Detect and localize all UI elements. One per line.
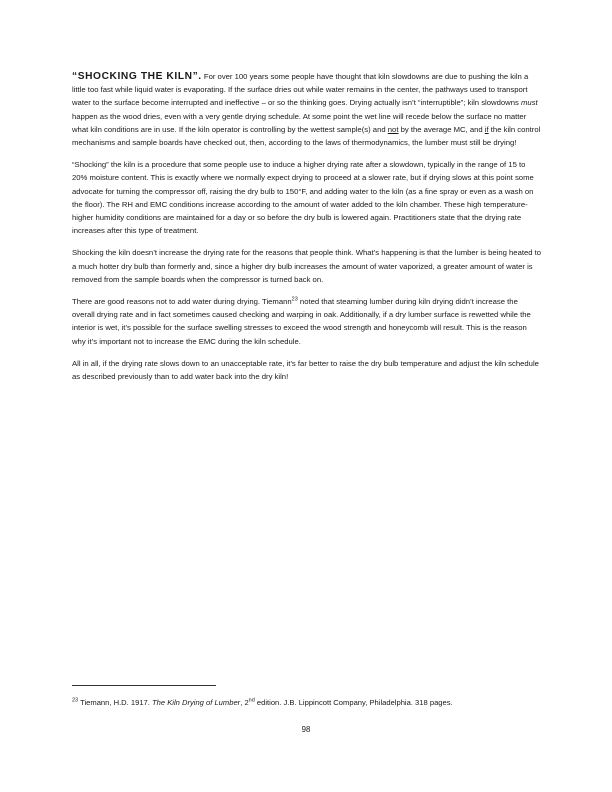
paragraph-1 — [72, 70, 542, 149]
footnote — [72, 697, 542, 709]
page-body — [72, 70, 542, 392]
paragraph-4 — [72, 295, 542, 348]
footnote-text-a: Tiemann, H.D. 1917. — [78, 698, 152, 707]
footnote-text-c: edition. J.B. Lippincott Company, Philadelphia. 318 pages. — [254, 698, 453, 707]
p1-underline-not: not — [387, 124, 399, 134]
p4-text-b: noted that steaming lumber during kiln drying didn’t increase the overall drying rate and in fact sometimes caused checking and warping in oak. Additionally, if a dry lumber surface is rewetted while the interior is wet, it’s possible for the surface swelling stresses to exceed the wood strength and honeycomb will result. This is the reason why it’s important not to increase the EMC during the kiln schedule. — [72, 297, 531, 346]
p1-text-b: happen as the wood dries, even with a very gentle drying schedule. At some point the wet line will recede below the surface no matter what kiln conditions are in use. If the kiln operator is controlling by the wettest sample(s) and — [72, 111, 527, 134]
footnote-text-b: , 2 — [240, 698, 249, 707]
paragraph-2: “Shocking” the kiln is a procedure that some people use to induce a higher drying rate after a slowdown, typically in the range of 15 to 20% moisture content. This is exactly where we normally expect drying to proceed at a slower rate, but if drying slows at this point some advocate for turning the compressor off, raising the dry bulb to 150°F, and adding water to the kiln (as a fine spray or even as a wash on the floor). The RH and EMC conditions increase according to the amount of water added to the kiln chamber. These high temperature-higher humidity conditions are maintained for a day or so before the dry bulb is lowered again. Practitioners state that the drying rate increases after this type of treatment. — [72, 160, 534, 236]
footnote-reference: 23 — [291, 296, 298, 303]
p1-emphasis-must: must — [520, 98, 538, 108]
paragraph-3: Shocking the kiln doesn’t increase the drying rate for the reasons that people think. What’s happening is that the lumber is being heated to a much hotter dry bulb than formerly and, since a higher dry bulb increases the amount of water vaporized, a greater amount of water is removed from the sample boards when the compressor is turned back on. — [72, 248, 542, 284]
footnote-title: The Kiln Drying of Lumber — [152, 698, 241, 707]
paragraph-5: All in all, if the drying rate slows down to an unacceptable rate, it’s far better to raise the dry bulb temperature and adjust the kiln schedule as described previously than to add water back into the dry kiln! — [72, 358, 539, 382]
p1-text-a: For over 100 years some people have thought that kiln slowdowns are due to pushing the kiln a little too fast while liquid water is evaporating. If the surface dries out while water remains in the center, the pathways used to transport water to the surface become interrupted and ineffective – or so the thinking goes. Drying actually isn’t “interruptible”; kiln slowdowns — [72, 72, 529, 108]
page-number: 98 — [301, 725, 311, 734]
footnote-divider — [72, 685, 216, 686]
p1-text-c: by the average MC, and — [398, 124, 485, 134]
p1-underline-if: if — [484, 124, 489, 134]
p1-text-d: the kiln control mechanisms and sample boards have checked out, then, according to the laws of thermodynamics, the lumber must still be drying! — [72, 124, 541, 148]
footnote-ordinal: nd — [248, 697, 255, 704]
p4-text-a: There are good reasons not to add water during drying. Tiemann — [72, 297, 292, 307]
section-heading: “SHOCKING THE KILN”. — [72, 71, 202, 82]
footnote-number: 23 — [72, 697, 79, 704]
